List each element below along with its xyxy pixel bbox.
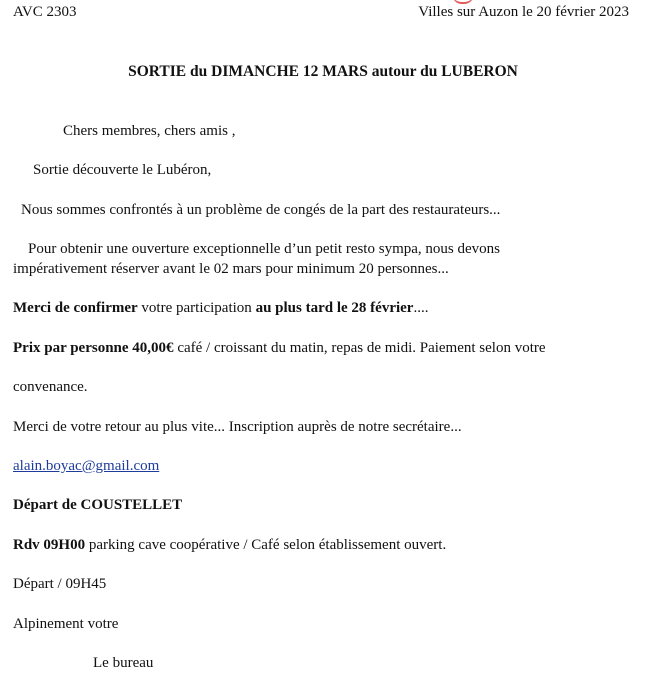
greeting: Chers membres, chers amis ,: [63, 123, 236, 139]
rdv-bold: Rdv 09H00: [13, 537, 86, 553]
reference-number: AVC 2303: [13, 4, 77, 20]
confirm-text-1: votre participation: [137, 300, 256, 316]
reservation-line-2: impérativement réserver avant le 02 mars pour minimum 20 personnes...: [13, 261, 449, 277]
confirm-deadline: au plus tard le 28 février: [255, 300, 414, 316]
departure-place: Départ de COUSTELLET: [13, 497, 183, 513]
email-line: [13, 457, 159, 475]
departure-time: Départ / 09H45: [13, 576, 107, 592]
reservation-line-1: Pour obtenir une ouverture exceptionnelle d’un petit resto sympa, nous devons: [28, 241, 500, 257]
price-continuation: convenance.: [13, 379, 88, 395]
confirm-text-2: ....: [413, 300, 429, 316]
price-bold: Prix par personne 40,00€: [13, 340, 174, 356]
email-link[interactable]: alain.boyac@gmail.com: [13, 458, 160, 474]
closing-line: Alpinement votre: [13, 616, 119, 632]
confirm-line: [13, 299, 428, 317]
confirm-bold-1: Merci de confirmer: [13, 300, 138, 316]
price-text: café / croissant du matin, repas de midi. Paiement selon votre: [173, 340, 546, 356]
intro-line: Sortie découverte le Lubéron,: [33, 162, 212, 178]
reply-line: Merci de votre retour au plus vite... Inscription auprès de notre secrétaire...: [13, 419, 462, 435]
document-title: SORTIE du DIMANCHE 12 MARS autour du LUBERON: [128, 63, 518, 80]
place-and-date: Villes sur Auzon le 20 février 2023: [418, 4, 629, 20]
price-line: [13, 339, 546, 357]
signature: Le bureau: [93, 655, 154, 671]
rdv-text: parking cave coopérative / Café selon établissement ouvert.: [85, 537, 447, 553]
problem-line: Nous sommes confrontés à un problème de congés de la part des restaurateurs...: [21, 202, 501, 218]
rdv-line: [13, 536, 446, 554]
